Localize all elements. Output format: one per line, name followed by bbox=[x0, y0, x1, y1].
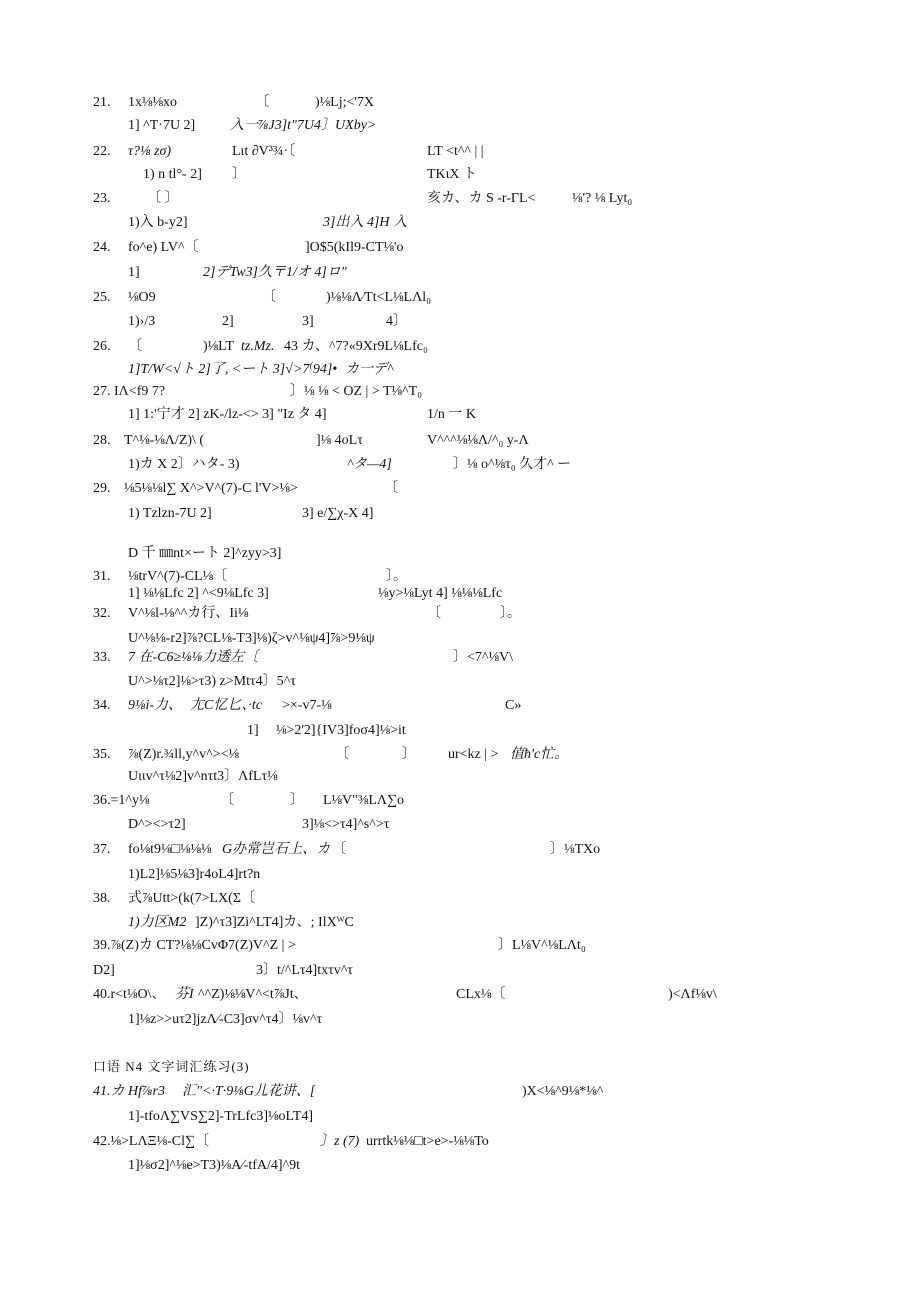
question-fragment: Lιt ∂V³¾·〔 bbox=[232, 144, 296, 159]
question-fragment: ⅛>2'2]{IV3]foσ4]⅛>it bbox=[276, 723, 406, 738]
question-line: 41.カ Hf⅞r3 bbox=[93, 1084, 165, 1099]
question-fragment: 〔 bbox=[128, 339, 142, 354]
question-fragment: 3] e/∑χ-X 4] bbox=[302, 506, 374, 521]
question-fragment: ⅛O9 bbox=[128, 290, 156, 305]
question-fragment: urrtk⅛⅛□t>e>-⅛⅛To bbox=[366, 1134, 489, 1149]
question-line: 1) n tl°- 2] bbox=[143, 167, 202, 182]
question-fragment: 汇''<·T·9⅛G儿花讲、[ bbox=[182, 1084, 316, 1099]
question-line: 1]⅛σ2]^⅛e>T3)⅛A∕-tfA/4]^9t bbox=[128, 1158, 301, 1173]
question-line: 29. bbox=[93, 481, 111, 496]
question-fragment: 〕⅛ ⅛ < OZ | > T⅛^T₀ bbox=[290, 384, 423, 399]
question-line: 1)力区M2 bbox=[128, 915, 187, 930]
question-fragment: 〔 bbox=[262, 290, 276, 305]
question-line: 22. bbox=[93, 144, 111, 159]
question-fragment: 2]デTw3]久〒1/オ 4]ロ" bbox=[203, 265, 347, 280]
question-fragment: ⅛trV^(7)-CL⅛〔 bbox=[128, 569, 228, 584]
question-fragment: V^⅛l-⅛^^カ行、Ii⅛ bbox=[128, 606, 249, 621]
question-fragment: 7 在-C6≥⅛⅛力透左〔 bbox=[128, 650, 259, 665]
question-line: T^⅛-⅛Λ/Z)\ ( bbox=[124, 433, 205, 448]
question-fragment: fo^e) LV^〔 bbox=[128, 240, 199, 255]
question-fragment: ⅛'? ⅛ Lyt₀ bbox=[572, 191, 633, 206]
question-line: 1)入 b-y2] bbox=[128, 215, 188, 230]
question-line: D^><>τ2] bbox=[128, 817, 186, 832]
question-fragment: 〔 bbox=[384, 481, 398, 496]
question-line: 21. bbox=[93, 95, 111, 110]
question-line: 1] ^T·7U 2] bbox=[128, 118, 196, 133]
question-fragment: ⅛5⅛⅛l∑ X^>V^(7)-C l'V>⅛> bbox=[124, 481, 298, 496]
question-fragment: >×-v7-⅛ bbox=[282, 698, 332, 713]
question-line: 口语 N4 文字词汇练习(3) bbox=[93, 1059, 250, 1074]
question-line: 1] bbox=[247, 723, 259, 738]
question-line: 36.=1^y⅛ bbox=[93, 793, 150, 808]
question-line: 1)L2]⅛5⅛3]r4oL4]rt?n bbox=[128, 867, 261, 882]
question-fragment: 〕 bbox=[402, 747, 416, 762]
question-line: 1)カ X 2〕ハタ- 3) bbox=[128, 457, 240, 472]
question-fragment: 〕⅛TXo bbox=[550, 842, 601, 857]
question-fragment: ^タ—4] bbox=[347, 457, 392, 472]
question-fragment: )⅛Lj;<'7X bbox=[315, 95, 375, 110]
question-fragment: 4〕 bbox=[386, 314, 407, 329]
question-fragment: 入一⅞J3]t"7U4〕UXby> bbox=[230, 118, 377, 133]
question-line: 35. bbox=[93, 747, 111, 762]
question-line: 27. IΛ<f9 7? bbox=[93, 384, 166, 399]
question-fragment: 43 カ、^7?«9Xr9L⅛Lfc₀ bbox=[284, 339, 428, 354]
question-line: U^⅛⅛-r2]⅞?CL⅛-T3]⅛)ζ>v^⅛ψ4]⅞>9⅛ψ bbox=[128, 631, 375, 646]
question-fragment: 〕z (7) bbox=[320, 1134, 360, 1149]
question-line: 1] bbox=[128, 265, 140, 280]
question-fragment: CLx⅛〔 bbox=[456, 987, 506, 1002]
question-fragment: 〕。 bbox=[386, 569, 407, 584]
question-fragment: C» bbox=[505, 698, 522, 713]
question-line: 42.⅛>LΛΞ⅛-Cl∑〔 bbox=[93, 1134, 209, 1149]
question-fragment: 1/n 一 K bbox=[427, 407, 476, 422]
question-line: 25. bbox=[93, 290, 111, 305]
question-fragment: 2] bbox=[222, 314, 234, 329]
question-fragment: ]O$5(kIl9-CT⅛'o bbox=[305, 240, 404, 255]
question-fragment: ⅞(Z)r.¾ll,y^v^><⅛ bbox=[128, 747, 239, 762]
question-line: 38. bbox=[93, 891, 111, 906]
question-fragment: 〔 bbox=[332, 842, 346, 857]
question-fragment: τ?⅛ zσ) bbox=[128, 144, 172, 159]
question-fragment: 〔 bbox=[427, 606, 441, 621]
question-fragment: 3]出入 4]H 入 bbox=[323, 215, 408, 230]
question-fragment: ]Z)^τ3]Zi^LT4]カ、; IlXᵂC bbox=[195, 915, 354, 930]
question-line: 1)›/3 bbox=[128, 314, 156, 329]
question-line: U^>⅛τ2]⅛>τ3) z>Mtτ4〕5^τ bbox=[128, 674, 296, 689]
question-fragment: 3] bbox=[302, 314, 314, 329]
question-fragment: tz.Mz. bbox=[241, 339, 275, 354]
question-line: 1]⅛z>>uτ2]jzΛ∕-C3]σv^τ4〕⅛v^τ bbox=[128, 1012, 323, 1027]
question-line: 40.r<t⅛O\、 bbox=[93, 987, 166, 1002]
question-line: 39.⅞(Z)カ CT?⅛⅛CvΦ7(Z)V^Z | > bbox=[93, 938, 296, 953]
question-fragment: 亥カ、カ S -r-ΓL< bbox=[427, 191, 536, 206]
question-fragment: カ一デ^ bbox=[345, 362, 393, 377]
question-line: D 千 ㎜nt×ート 2]^zyy>3] bbox=[128, 546, 282, 561]
question-line: 33. bbox=[93, 650, 111, 665]
question-line: 1] 1:'宁才 2] zK-/lz-<> 3] "Iz タ 4] bbox=[128, 407, 327, 422]
question-line: 31. bbox=[93, 569, 111, 584]
question-fragment: ]⅛ 4oLτ bbox=[316, 433, 363, 448]
question-line: 37. bbox=[93, 842, 111, 857]
question-fragment: 〕<7^⅛V\ bbox=[453, 650, 513, 665]
question-fragment: V^^^⅛⅛Λ/^₀ y-Λ bbox=[427, 433, 529, 448]
question-fragment: 尢C忆匕、·tc bbox=[190, 698, 262, 713]
question-fragment: 〕。 bbox=[500, 606, 521, 621]
question-fragment: 值ħ'c忙。 bbox=[510, 747, 569, 762]
question-fragment: 〔 bbox=[255, 95, 269, 110]
question-fragment: 〔 〕 bbox=[147, 191, 179, 206]
question-fragment: 1x⅛⅛xo bbox=[128, 95, 177, 110]
question-fragment: 3〕t/^Lτ4]txτv^τ bbox=[256, 963, 353, 978]
question-line: 23. bbox=[93, 191, 111, 206]
question-fragment: )⅛LT bbox=[203, 339, 234, 354]
question-line: Uιιv^τ⅛2]v^nτt3〕ΛfLτ⅛ bbox=[128, 769, 278, 784]
question-fragment: L⅛V"⅜LΛ∑o bbox=[323, 793, 405, 808]
question-fragment: LT <t^^ | | bbox=[427, 144, 484, 159]
question-line: 24. bbox=[93, 240, 111, 255]
question-fragment: )<Λf⅛v\ bbox=[668, 987, 717, 1002]
question-fragment: 〔 bbox=[220, 793, 234, 808]
question-fragment: 〔 bbox=[335, 747, 349, 762]
question-fragment: ⅛y>⅛Lyt 4] ⅛⅛⅛Lfc bbox=[378, 586, 503, 601]
question-fragment: 9⅛i-力、 bbox=[128, 698, 183, 713]
question-line: 1]-tfoΛ∑VS∑2]-TrLfc3]⅛oLT4] bbox=[128, 1109, 314, 1124]
question-fragment: ur<kz | > bbox=[448, 747, 499, 762]
question-line: 28. bbox=[93, 433, 111, 448]
question-fragment: fo⅛t9⅛□⅛⅛⅛ bbox=[128, 842, 212, 857]
question-fragment: 〕 bbox=[232, 167, 246, 182]
question-fragment: TKιX ト bbox=[427, 167, 478, 182]
question-fragment: 〕L⅛V^⅛LΛt₀ bbox=[498, 938, 586, 953]
question-line: 34. bbox=[93, 698, 111, 713]
question-fragment: )⅛⅛Λ∕Tt<L⅛LΛl₀ bbox=[326, 290, 432, 305]
question-line: 1] ⅛⅛Lfc 2] ^<9⅛Lfc 3] bbox=[128, 586, 269, 601]
question-line: 1) Tzlzn-7U 2] bbox=[128, 506, 212, 521]
question-line: 1]T/W<√ト 2]了, <ート 3]√>7⁽94]• bbox=[128, 362, 338, 377]
question-fragment: 式⅞Utt>(k(7>LX(Σ〔 bbox=[128, 891, 255, 906]
question-fragment: 3]⅛<>τ4]^s^>τ bbox=[302, 817, 390, 832]
question-fragment: ^^Z)⅛⅛V^<t⅞Jt、 bbox=[198, 987, 308, 1002]
question-fragment: 〕⅛ o^⅛τ₀ 久才^ ー bbox=[453, 457, 572, 472]
question-fragment: 芬I bbox=[175, 987, 194, 1002]
question-fragment: 〕 bbox=[290, 793, 304, 808]
question-line: 32. bbox=[93, 606, 111, 621]
question-fragment: G办常岂石上、カ bbox=[222, 842, 331, 857]
question-fragment: )X<⅛^9⅛*⅛^ bbox=[522, 1084, 604, 1099]
question-line: 26. bbox=[93, 339, 111, 354]
question-line: D2] bbox=[93, 963, 115, 978]
